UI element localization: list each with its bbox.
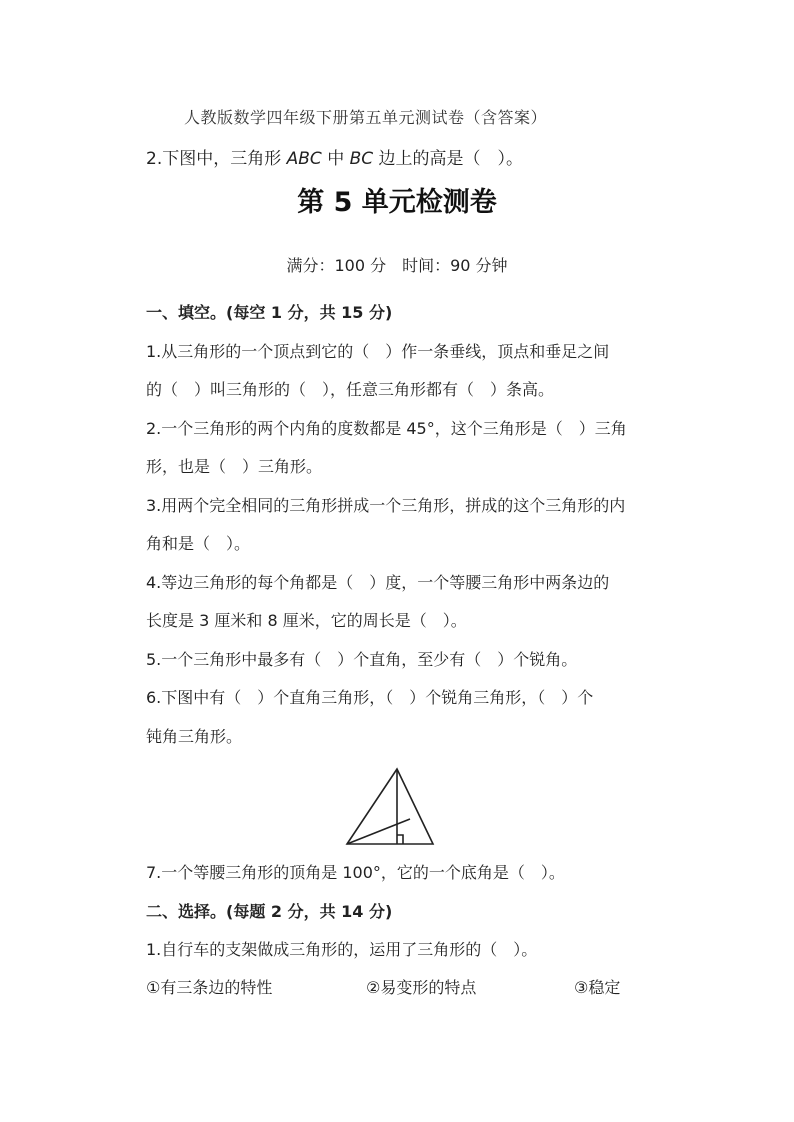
preview-question-abc: ABC	[286, 149, 322, 169]
right-angle-mark	[397, 835, 403, 844]
preview-question-prefix: 2.下图中，三角形	[146, 149, 287, 169]
fill-line-4: 形，也是（ ）三角形。	[146, 457, 323, 476]
section1-heading: 一、填空。(每空 1 分，共 15 分)	[146, 303, 393, 322]
exam-meta: 满分：100 分 时间：90 分钟	[286, 256, 508, 275]
option-1: ①有三条边的特性	[146, 978, 273, 997]
fill-line-9: 5.一个三角形中最多有（ ）个直角，至少有（ ）个锐角。	[146, 650, 578, 669]
preview-question-bc: BC	[349, 149, 374, 169]
document-title: 人教版数学四年级下册第五单元测试卷（含答案）	[184, 108, 548, 127]
preview-question-suffix: 边上的高是（ ）。	[373, 149, 524, 169]
fill-line-6: 角和是（ ）。	[146, 534, 251, 553]
fill-line-3: 2.一个三角形的两个内角的度数都是 45°，这个三角形是（ ）三角	[146, 419, 627, 438]
exam-title: 第 5 单元检测卷	[297, 187, 497, 218]
fill-line-7: 4.等边三角形的每个角都是（ ）度，一个等腰三角形中两条边的	[146, 573, 610, 592]
choice-options	[146, 978, 646, 1000]
fill-line-10: 6.下图中有（ ）个直角三角形，（ ）个锐角三角形，（ ）个	[146, 688, 594, 707]
fill-line-5: 3.用两个完全相同的三角形拼成一个三角形，拼成的这个三角形的内	[146, 496, 626, 515]
option-3: ③稳定	[574, 978, 621, 997]
inner-segment	[347, 819, 410, 844]
fill-line-8: 长度是 3 厘米和 8 厘米，它的周长是（ ）。	[146, 611, 467, 630]
fill-line-1: 1.从三角形的一个顶点到它的（ ）作一条垂线，顶点和垂足之间	[146, 342, 610, 361]
outer-triangle	[347, 769, 433, 844]
section2-heading: 二、选择。(每题 2 分，共 14 分)	[146, 902, 393, 921]
preview-question	[146, 149, 523, 169]
option-2: ②易变形的特点	[366, 978, 477, 997]
triangle-figure	[340, 764, 440, 848]
preview-question-mid: 中	[321, 149, 350, 169]
fill-line-2: 的（ ）叫三角形的（ ），任意三角形都有（ ）条高。	[146, 380, 555, 399]
choice-question-1: 1.自行车的支架做成三角形的，运用了三角形的（ ）。	[146, 940, 538, 959]
fill-line-q7: 7.一个等腰三角形的顶角是 100°，它的一个底角是（ ）。	[146, 863, 565, 882]
fill-line-11: 钝角三角形。	[146, 727, 243, 746]
